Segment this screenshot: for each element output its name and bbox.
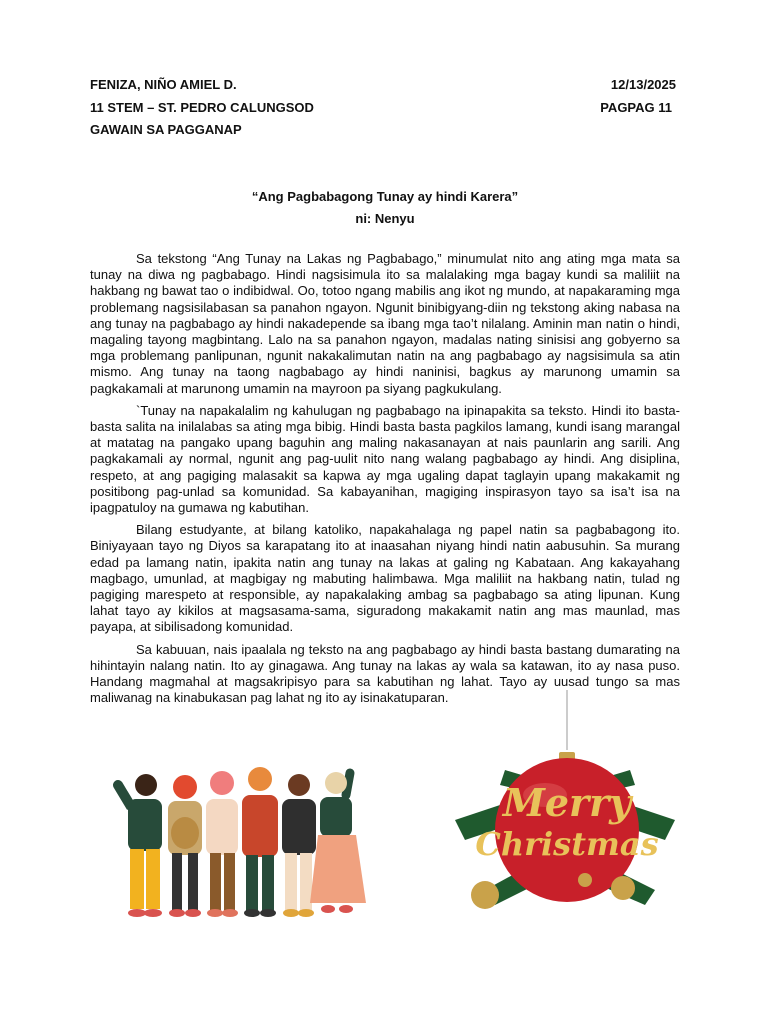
essay-title: “Ang Pagbabagong Tunay ay hindi Karera”	[251, 189, 519, 204]
essay-author: ni: Nenyu	[355, 211, 415, 226]
essay-paragraph: `Tunay na napakalalim ng kahulugan ng pagbabago na ipinapakita sa teksto. Hindi ito basta-basta salita na inilalabas sa ating mga bibig. Hindi basta basta pagkilos lamang, kundi isang marangal at matatag na pangako upang baguhin ang maling nakasanayan at nais paunlarin ang sarili. Ang pagkakamali ay normal, ngunit ang pag-uulit nito nang walang pagbabago ay hindi. Ang disiplina, respeto, at ang pagiging malasakit sa kapwa ay mga ugaling dapat taglayin upang makakamit ng positibong pag-unlad sa komunidad. Sa kabayanihan, magiging inspirasyon tayo sa isa’t isa na ipagpatuloy na gumawa ng kabutihan.	[90, 402, 680, 516]
person-figure	[118, 774, 162, 917]
essay-paragraph: Sa tekstong “Ang Tunay na Lakas ng Pagbabago,” minumulat nito ang ating mga mata sa tunay na diwa ng pagbabago. Hindi nagsisimula ito sa malalaking mga bagay kundi sa maliliit na hakbang ng bawat tao o indibidwal. Oo, totoo ngang mabilis ang ikot ng mundo, at napakaraming mga problemang nagsisilabasan sa panahon ngayon. Ngunit binibigyang-diin ng tekstong aking nabasa na ang tunay na pagbabago ay hindi nakadepende sa ibang mga tao’t nilalang. Aminin man natin o hindi, magaling tayong magbintang. Lalo na sa panahon ngayon, madalas nating sinisisi ang gobyerno sa mga problemang panlipunan, ngunit nakakalimutan natin na ang pagbabago ay nagsisimula sa atin mismo. Ang tunay na taong nagbabago ay hindi naninisi, bagkus ay marunong umamin sa pagkakamali at marunong umamin na mayroon pa siyang pagkukulang.	[90, 251, 680, 396]
christmas-text: Christmas	[475, 825, 659, 863]
document-date: 12/13/2025	[610, 77, 676, 92]
person-figure	[206, 771, 238, 917]
essay-paragraph: Sa kabuuan, nais ipaalala ng teksto na ang pagbabago ay hindi basta bastang dumarating na hihintayin nalang natin. Ito ay ginagawa. Ang tunay na lakas ay wala sa katawan, ito ay nasa puso. Handang magmahal at magsakripisyo para sa kabutihan ng lahat. Tayo ay uusad tungo sa mas maliwanag na kinabukasan pag lahat ng ito ay isinakatuparan.	[90, 641, 680, 706]
essay-body	[90, 251, 680, 712]
christmas-ornament-illustration	[445, 690, 685, 930]
subject-label: PAGPAG 11	[600, 100, 672, 115]
person-figure	[242, 767, 278, 917]
merry-text: Merry	[502, 780, 632, 825]
student-name: FENIZA, NIÑO AMIEL D.	[90, 77, 237, 92]
header-row-2	[90, 100, 680, 115]
gold-ball	[471, 881, 499, 909]
header-row-1	[90, 77, 680, 92]
person-figure	[168, 775, 202, 917]
person-figure	[310, 772, 366, 913]
essay-heading	[90, 186, 680, 230]
gold-ball	[611, 876, 635, 900]
student-section: 11 STEM – ST. PEDRO CALUNGSOD	[90, 100, 314, 115]
essay-paragraph: Bilang estudyante, at bilang katoliko, napakahalaga ng papel natin sa pagbabagong ito. Biniyayaan tayo ng Diyos sa karapatang ito at inaasahan niyang hindi natin aabusuhin. Sa murang edad pa lamang natin, ipakita natin ang tunay na lakas at galing ng Kabataan. Ang kakayahang magbago, umunlad, at magbigay ng mabuting halimbawa. Mga maliliit na hakbang natin, tulad ng pagiging marespeto at responsible, ay napakalaking ambag sa pagbabago sa ating lipunan. Kung lahat tayo ay kikilos at magsasama-sama, siguradong makakamit natin ang mas maunlad, mas payapa, at sibilisadong komunidad.	[90, 522, 680, 635]
header-row-3	[90, 122, 680, 137]
gold-ball	[578, 873, 592, 887]
group-hug-illustration	[100, 755, 390, 935]
activity-label: GAWAIN SA PAGGANAP	[90, 122, 242, 137]
